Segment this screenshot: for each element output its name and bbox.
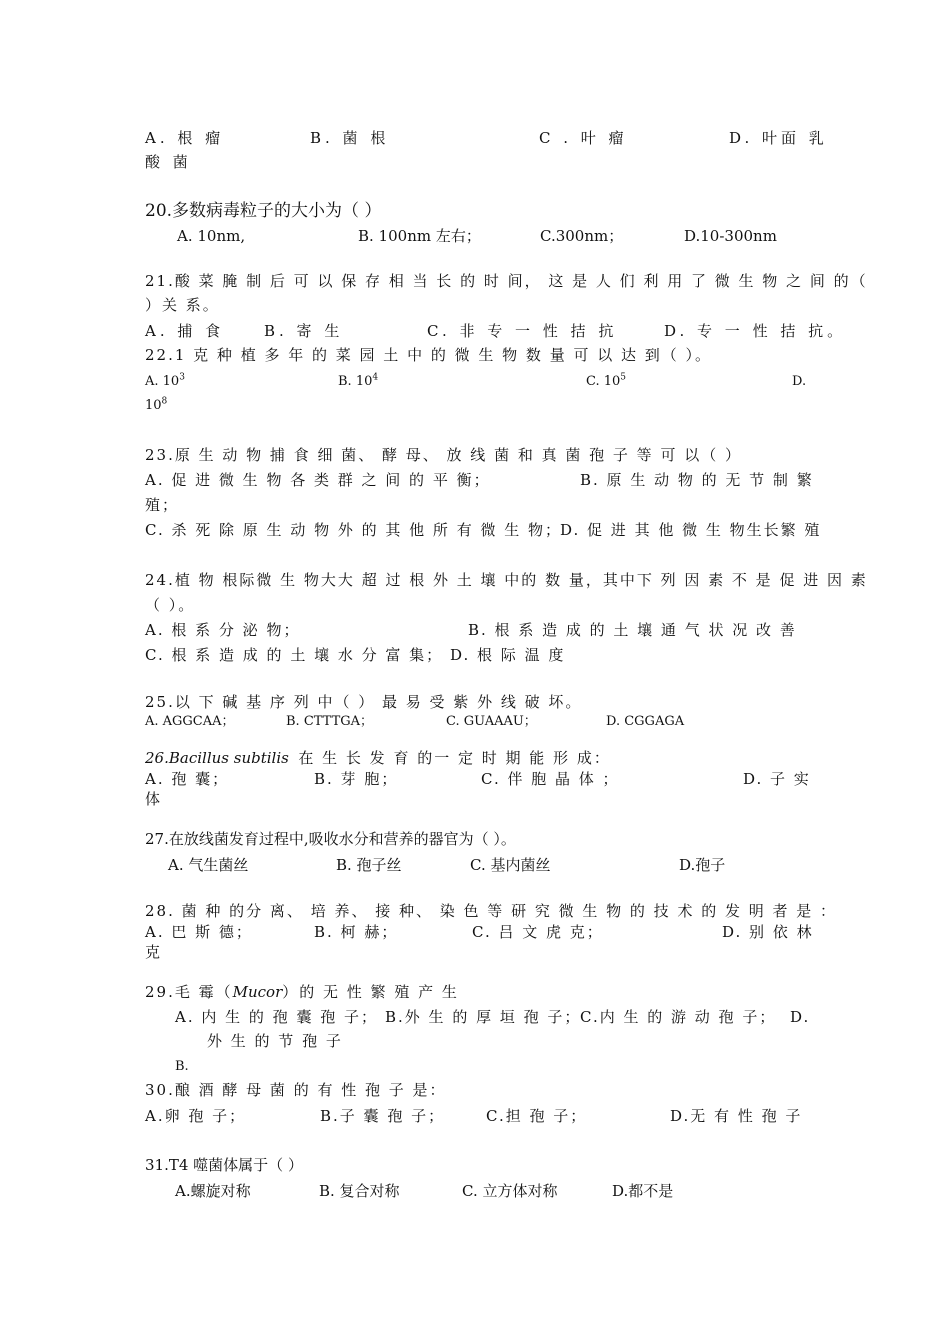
q31-option-a: A.螺旋对称 bbox=[175, 1182, 251, 1200]
q23-option-d: D. 促 进 其 他 微 生 物生长繁 殖 bbox=[560, 521, 822, 539]
q26-option-d: D. 子 实 bbox=[743, 770, 811, 788]
q20-option-c: C.300nm； bbox=[540, 227, 624, 245]
q29-option-d-cont: 外 生 的 节 孢 子 bbox=[207, 1032, 343, 1050]
q22-option-c: C. $10^5$ bbox=[586, 372, 627, 389]
q20-option-d: D.10-300nm bbox=[684, 227, 777, 245]
q25-stem: 25.以 下 碱 基 序 列 中（ ） 最 易 受 紫 外 线 破 坏。 bbox=[145, 693, 583, 711]
q28-option-d-cont: 克 bbox=[145, 943, 163, 961]
q27-stem: 27.在放线菌发育过程中,吸收水分和营养的器官为（ ）。 bbox=[145, 830, 516, 848]
q25-option-c: C. GUAAAU； bbox=[446, 714, 537, 729]
q21-option-b: B. 寄 生 bbox=[264, 322, 344, 340]
q24-option-d: D. 根 际 温 度 bbox=[450, 646, 566, 664]
q22-option-d-cont: $10^8$ bbox=[145, 396, 168, 413]
q21-option-d: D. 专 一 性 拮 抗。 bbox=[664, 322, 847, 340]
q20-stem: 20.多数病毒粒子的大小为（ ） bbox=[145, 201, 382, 221]
q29-answer: B. bbox=[175, 1059, 189, 1074]
q31-option-b: B. 复合对称 bbox=[319, 1182, 400, 1200]
q21-stem-cont: ）关 系。 bbox=[145, 296, 220, 314]
q28-option-a: A. 巴 斯 德； bbox=[145, 923, 253, 941]
q29-stem: 29.毛 霉（Mucor）的 无 性 繁 殖 产 生 bbox=[145, 983, 459, 1001]
q29-option-d: D. bbox=[790, 1008, 811, 1026]
q21-stem: 21.酸 菜 腌 制 后 可 以 保 存 相 当 长 的 时 间， 这 是 人 们 利 用 了 微 生 物 之 间 的（ bbox=[145, 272, 868, 290]
q31-option-c: C. 立方体对称 bbox=[462, 1182, 558, 1200]
q28-option-c: C. 吕 文 虎 克； bbox=[472, 923, 604, 941]
q23-option-a: A. 促 进 微 生 物 各 类 群 之 间 的 平 衡； bbox=[145, 471, 491, 489]
q24-option-b: B. 根 系 造 成 的 土 壤 通 气 状 况 改 善 bbox=[468, 621, 797, 639]
q28-option-b: B. 柯 赫； bbox=[314, 923, 399, 941]
q26-option-a: A. 孢 囊； bbox=[145, 770, 230, 788]
q30-stem: 30.酿 酒 酵 母 菌 的 有 性 孢 子 是： bbox=[145, 1081, 447, 1099]
q19-option-a: A. 根 瘤 bbox=[145, 129, 225, 147]
q31-option-d: D.都不是 bbox=[612, 1182, 674, 1200]
q27-option-d: D.孢子 bbox=[679, 856, 726, 874]
q30-option-a: A.卵 孢 子； bbox=[145, 1107, 247, 1125]
q26-option-c: C. 伴 胞 晶 体 ； bbox=[481, 770, 620, 788]
q29-option-a: A. 内 生 的 孢 囊 孢 子； bbox=[175, 1008, 378, 1026]
q20-option-b: B. 100nm 左右； bbox=[358, 227, 481, 245]
q25-option-a: A. AGGCAA； bbox=[145, 714, 235, 729]
q26-stem: 26.Bacillus subtilis 在 生 长 发 育 的一 定 时 期 能 形 成： bbox=[145, 749, 611, 767]
q30-option-c: C.担 孢 子； bbox=[486, 1107, 588, 1125]
q23-option-b-cont: 殖； bbox=[145, 496, 180, 514]
q22-option-b: B. $10^4$ bbox=[338, 372, 379, 389]
q22-stem: 22.1 克 种 植 多 年 的 菜 园 土 中 的 微 生 物 数 量 可 以 达 到（ ）。 bbox=[145, 346, 713, 364]
q22-option-a: A. $10^3$ bbox=[145, 372, 185, 389]
q19-option-c: C . 叶 瘤 bbox=[539, 129, 628, 147]
q24-option-a: A. 根 系 分 泌 物； bbox=[145, 621, 301, 639]
q30-option-d: D.无 有 性 孢 子 bbox=[670, 1107, 803, 1125]
q27-option-b: B. 孢子丝 bbox=[336, 856, 402, 874]
q19-option-b: B. 菌 根 bbox=[310, 129, 390, 147]
q21-option-a: A. 捕 食 bbox=[145, 322, 225, 340]
q26-option-b: B. 芽 胞； bbox=[314, 770, 399, 788]
q23-option-c: C. 杀 死 除 原 生 动 物 外 的 其 他 所 有 微 生 物； bbox=[145, 521, 563, 539]
q25-option-d: D. CGGAGA bbox=[606, 714, 685, 729]
q25-option-b: B. CTTTGA； bbox=[286, 714, 374, 729]
q22-option-d: D. bbox=[792, 374, 807, 389]
q24-stem-cont: （ ）。 bbox=[145, 596, 196, 614]
q31-stem: 31.T4 噬菌体属于（ ） bbox=[145, 1156, 303, 1174]
q27-option-c: C. 基内菌丝 bbox=[470, 856, 551, 874]
q30-option-b: B.子 囊 孢 子； bbox=[320, 1107, 446, 1125]
q24-option-c: C. 根 系 造 成 的 土 壤 水 分 富 集； bbox=[145, 646, 444, 664]
q29-option-c: C.内 生 的 游 动 孢 子； bbox=[580, 1008, 777, 1026]
q28-stem: 28. 菌 种 的分 离、 培 养、 接 种、 染 色 等 研 究 微 生 物 的 技 术 的 发 明 者 是 ： bbox=[145, 902, 838, 920]
q19-option-d: D. 叶面 乳 bbox=[729, 129, 828, 147]
q23-option-b: B. 原 生 动 物 的 无 节 制 繁 bbox=[580, 471, 814, 489]
q19-option-d-cont: 酸 菌 bbox=[145, 153, 192, 171]
q23-stem: 23.原 生 动 物 捕 食 细 菌、 酵 母、 放 线 菌 和 真 菌 孢 子 等 可 以（ ） bbox=[145, 446, 742, 464]
q24-stem: 24.植 物 根际微 生 物大大 超 过 根 外 土 壤 中的 数 量，其中下 列 因 素 不 是 促 进 因 素 bbox=[145, 571, 868, 589]
q28-option-d: D. 别 依 林 bbox=[722, 923, 814, 941]
q29-option-b: B.外 生 的 厚 垣 孢 子； bbox=[385, 1008, 582, 1026]
q26-option-d-cont: 体 bbox=[145, 790, 163, 808]
q27-option-a: A. 气生菌丝 bbox=[168, 856, 249, 874]
q21-option-c: C. 非 专 一 性 拮 抗 bbox=[427, 322, 618, 340]
q20-option-a: A. 10nm, bbox=[177, 227, 246, 245]
